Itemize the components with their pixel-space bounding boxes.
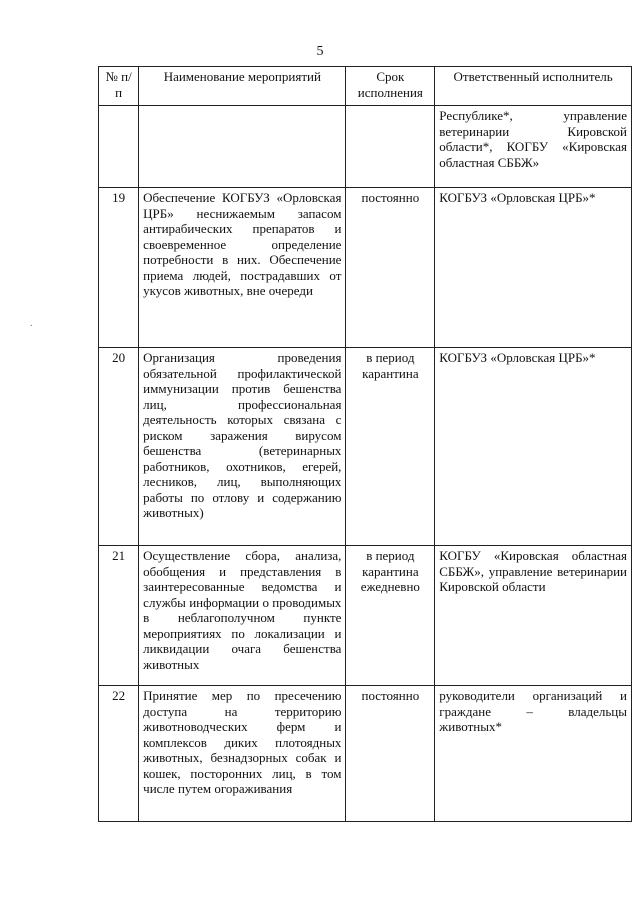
page-number: 5: [316, 44, 324, 59]
row-name: Осуществление сбора, анализа, обобщения и представления в заинтересованные ведомства и службы информации о проводимых в неблагополучном пункте мероприятиях по локализации и ликвидации очага бешенства животных: [139, 546, 346, 686]
header-responsible: Ответственный исполнитель: [435, 67, 632, 106]
row-term: постоянно: [346, 188, 435, 348]
table-row: [99, 188, 632, 348]
header-name: Наименование мероприятий: [139, 67, 346, 106]
header-term: Срок исполнения: [346, 67, 435, 106]
margin-mark: .: [30, 318, 33, 329]
row-name: [139, 106, 346, 188]
row-num: [99, 106, 139, 188]
row-name: Обеспечение КОГБУЗ «Орловская ЦРБ» неснижаемым запасом антирабических препаратов и своевременное определение потребности в них. Обеспечение приема людей, пострадавших от укусов животных, вне очереди: [139, 188, 346, 348]
table-row: [99, 546, 632, 686]
table-header-row: [99, 67, 632, 106]
row-term: в период карантина ежедневно: [346, 546, 435, 686]
measures-table: [98, 66, 632, 822]
table-row: [99, 686, 632, 822]
table-row: [99, 106, 632, 188]
row-responsible: Республике*, управление ветеринарии Кировской области*, КОГБУ «Кировская областная СББЖ»: [435, 106, 632, 188]
row-responsible: руководители организаций и граждане – владельцы животных*: [435, 686, 632, 822]
row-term: в период карантина: [346, 348, 435, 546]
row-num: 20: [99, 348, 139, 546]
header-num: № п/п: [99, 67, 139, 106]
row-term: постоянно: [346, 686, 435, 822]
row-num: 22: [99, 686, 139, 822]
row-responsible: КОГБУ «Кировская областная СББЖ», управление ветеринарии Кировской области: [435, 546, 632, 686]
row-responsible: КОГБУЗ «Орловская ЦРБ»*: [435, 348, 632, 546]
row-name: Принятие мер по пресечению доступа на территорию животноводческих ферм и комплексов диких плотоядных животных, безнадзорных собак и кошек, посторонних лиц, в том числе путем огораживания: [139, 686, 346, 822]
row-num: 19: [99, 188, 139, 348]
row-term: [346, 106, 435, 188]
row-name: Организация проведения обязательной профилактической иммунизации против бешенства лиц, профессиональная деятельность которых связана с риском заражения вирусом бешенства (ветеринарных работников, охотников, егерей, лесников, лиц, выполняющих работы по отлову и содержанию животных): [139, 348, 346, 546]
table-row: [99, 348, 632, 546]
row-num: 21: [99, 546, 139, 686]
row-responsible: КОГБУЗ «Орловская ЦРБ»*: [435, 188, 632, 348]
